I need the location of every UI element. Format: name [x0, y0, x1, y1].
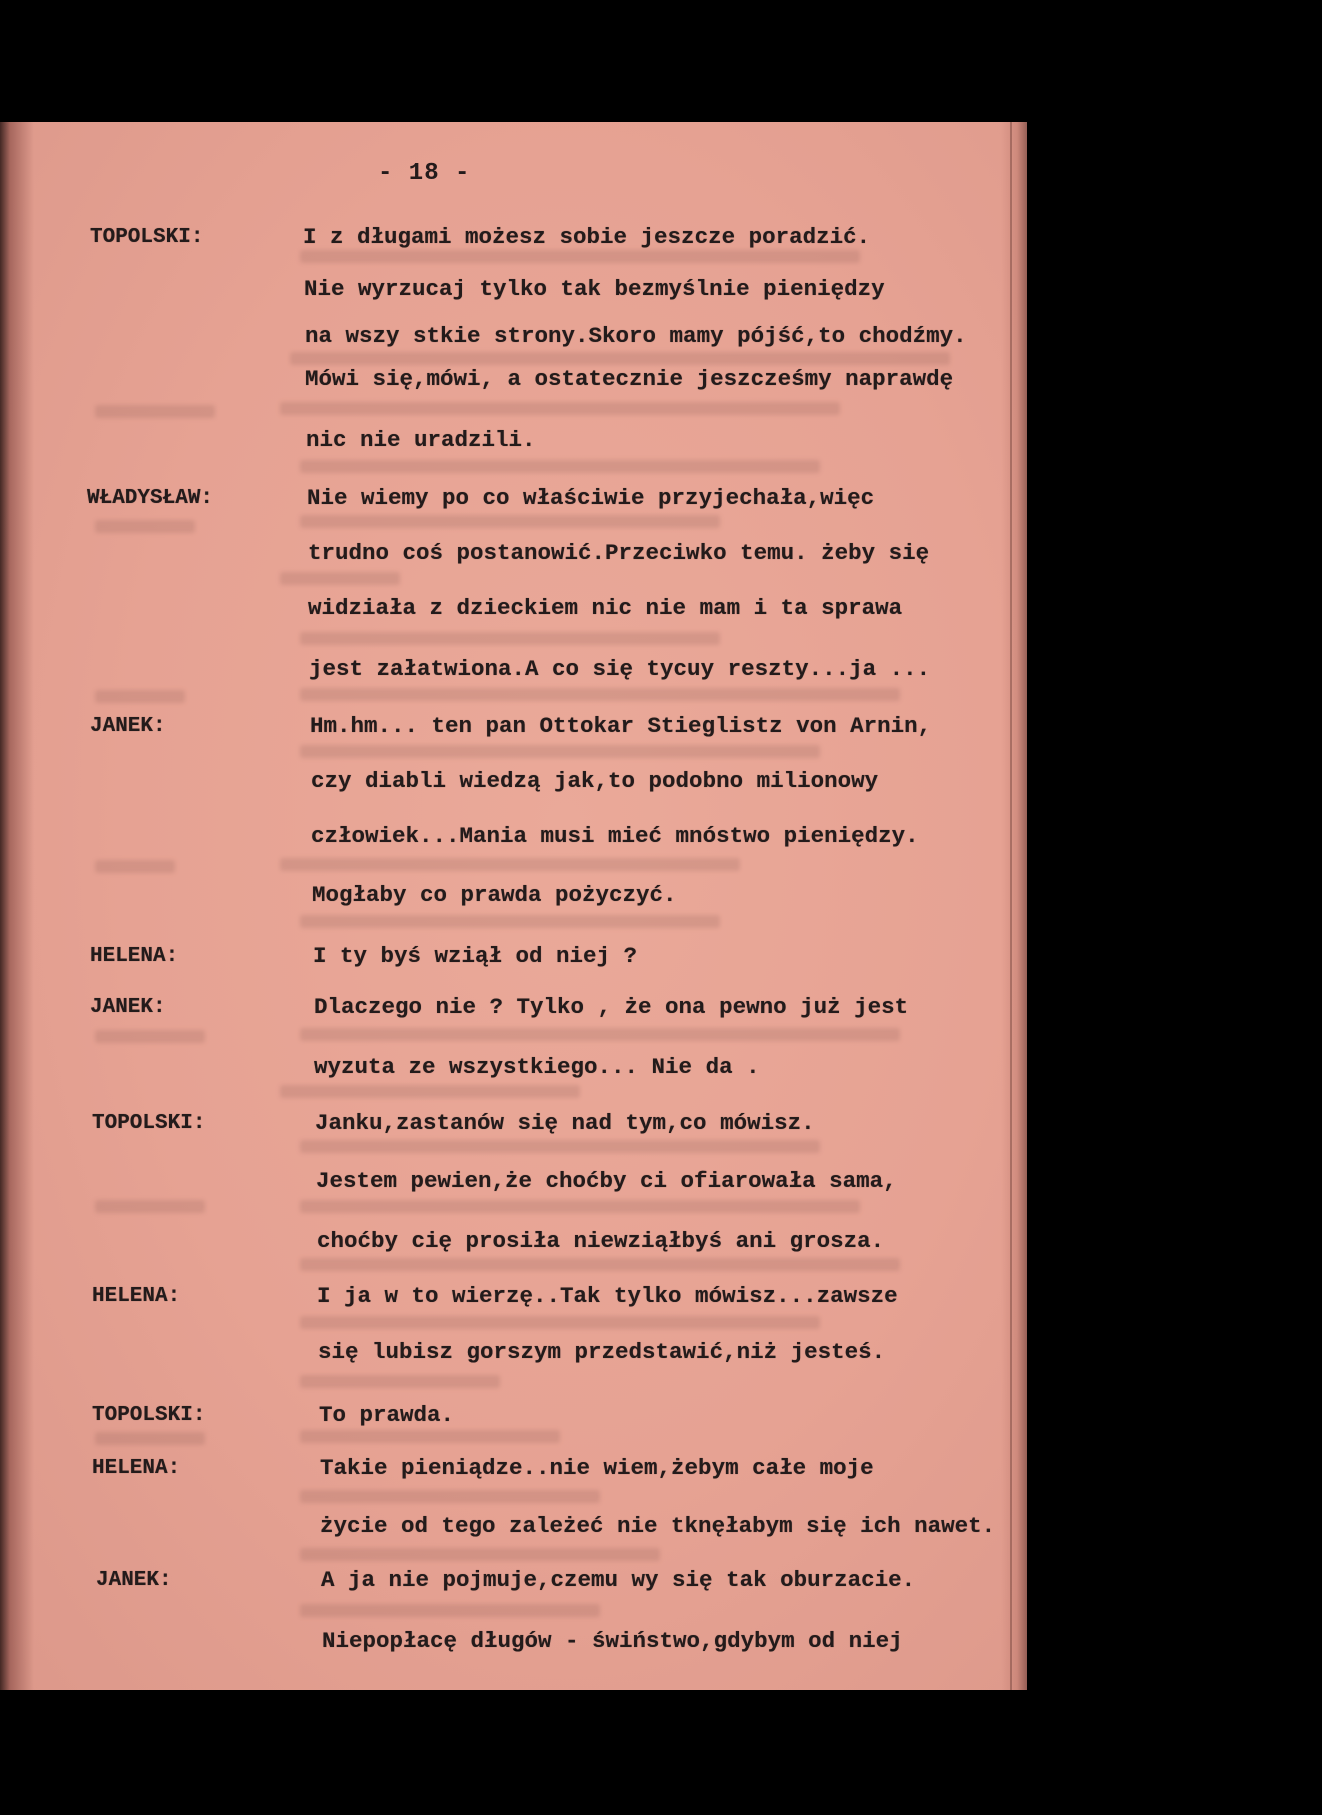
dialogue-line: życie od tego zależeć nie tknęłabym się ich nawet.	[320, 1513, 996, 1539]
dialogue-row	[0, 1282, 1027, 1310]
dialogue-line: Jestem pewien,że choćby ci ofiarowała sama,	[316, 1168, 897, 1194]
dialogue-line: I ja w to wierzę..Tak tylko mówisz...zawsze	[317, 1283, 898, 1309]
speaker-label: TOPOLSKI:	[92, 1112, 206, 1135]
dialogue-line: Mogłaby co prawda pożyczyć.	[312, 882, 677, 908]
bleed-through-mark	[300, 1258, 900, 1271]
dialogue-row	[0, 1401, 1027, 1429]
bleed-through-mark	[280, 858, 740, 871]
dialogue-line: widziała z dzieckiem nic nie mam i ta sprawa	[308, 595, 903, 621]
bleed-through-mark	[95, 1432, 205, 1445]
dialogue-row	[0, 322, 1027, 350]
dialogue-row	[0, 365, 1027, 393]
dialogue-row	[0, 1338, 1027, 1366]
speaker-label: WŁADYSŁAW:	[87, 487, 214, 510]
bleed-through-mark	[300, 1375, 500, 1388]
dialogue-line: Takie pieniądze..nie wiem,żebym całe moje	[320, 1455, 874, 1481]
bleed-through-mark	[300, 1140, 820, 1153]
dialogue-row	[0, 655, 1027, 683]
bleed-through-mark	[95, 405, 215, 418]
dialogue-line: jest załatwiona.A co się tycuy reszty...ja ...	[309, 656, 931, 682]
bleed-through-mark	[300, 915, 720, 928]
dialogue-row	[0, 993, 1027, 1021]
dialogue-row	[0, 1454, 1027, 1482]
dialogue-line: na wszy stkie strony.Skoro mamy pójść,to chodźmy.	[305, 323, 967, 349]
dialogue-line: A ja nie pojmuje,czemu wy się tak oburzacie.	[321, 1567, 916, 1593]
dialogue-row	[0, 1109, 1027, 1137]
dialogue-row	[0, 1627, 1027, 1655]
dialogue-line: Mówi się,mówi, a ostatecznie jeszcześmy naprawdę	[305, 366, 954, 392]
dialogue-line: I z długami możesz sobie jeszcze poradzić.	[303, 224, 871, 250]
dialogue-line: Dlaczego nie ? Tylko , że ona pewno już jest	[314, 994, 909, 1020]
dialogue-line: Nie wiemy po co właściwie przyjechała,więc	[307, 485, 875, 511]
bleed-through-mark	[300, 632, 720, 645]
bleed-through-mark	[300, 1548, 660, 1561]
dialogue-row	[0, 1053, 1027, 1081]
dialogue-line: czy diabli wiedzą jak,to podobno milionowy	[311, 768, 879, 794]
bleed-through-mark	[95, 1200, 205, 1213]
dialogue-line: I ty byś wziął od niej ?	[313, 943, 638, 969]
dialogue-row	[0, 275, 1027, 303]
bleed-through-mark	[280, 572, 400, 585]
bleed-through-mark	[300, 1200, 860, 1213]
dialogue-line: Nie wyrzucaj tylko tak bezmyślnie pieniędzy	[304, 276, 885, 302]
speaker-label: HELENA:	[90, 945, 179, 968]
bleed-through-mark	[300, 1604, 600, 1617]
speaker-label: TOPOLSKI:	[90, 226, 204, 249]
dialogue-row	[0, 1566, 1027, 1594]
speaker-label: HELENA:	[92, 1457, 181, 1480]
bleed-through-mark	[300, 515, 720, 528]
speaker-label: TOPOLSKI:	[92, 1404, 206, 1427]
dialogue-row	[0, 539, 1027, 567]
bleed-through-mark	[300, 250, 860, 263]
dialogue-row	[0, 484, 1027, 512]
dialogue-line: nic nie uradzili.	[306, 427, 536, 453]
dialogue-line: Niepopłacę długów - świństwo,gdybym od niej	[322, 1628, 903, 1654]
dialogue-line: wyzuta ze wszystkiego... Nie da .	[314, 1054, 760, 1080]
dialogue-row	[0, 822, 1027, 850]
dialogue-row	[0, 767, 1027, 795]
dialogue-line: człowiek...Mania musi mieć mnóstwo pieniędzy.	[311, 823, 919, 849]
dialogue-row	[0, 881, 1027, 909]
bleed-through-mark	[290, 352, 950, 365]
dialogue-line: To prawda.	[319, 1402, 455, 1428]
dialogue-row	[0, 942, 1027, 970]
bleed-through-mark	[300, 745, 820, 758]
dialogue-line: Hm.hm... ten pan Ottokar Stieglistz von Arnin,	[310, 713, 932, 739]
page-number: - 18 -	[378, 160, 471, 187]
dialogue-row	[0, 712, 1027, 740]
dialogue-row	[0, 1227, 1027, 1255]
speaker-label: JANEK:	[96, 1569, 172, 1592]
bleed-through-mark	[95, 1030, 205, 1043]
dialogue-line: trudno coś postanowić.Przeciwko temu. żeby się	[308, 540, 930, 566]
speaker-label: JANEK:	[90, 715, 166, 738]
bleed-through-mark	[300, 1316, 820, 1329]
bleed-through-mark	[300, 1430, 560, 1443]
speaker-label: HELENA:	[92, 1285, 181, 1308]
dialogue-line: się lubisz gorszym przedstawić,niż jesteś.	[318, 1339, 886, 1365]
bleed-through-mark	[280, 1085, 580, 1098]
dialogue-row	[0, 223, 1027, 251]
bleed-through-mark	[300, 1028, 900, 1041]
dialogue-line: choćby cię prosiła niewziąłbyś ani grosza.	[317, 1228, 885, 1254]
speaker-label: JANEK:	[90, 996, 166, 1019]
bleed-through-mark	[95, 520, 195, 533]
bleed-through-mark	[300, 460, 820, 473]
bleed-through-mark	[95, 860, 175, 873]
dialogue-line: Janku,zastanów się nad tym,co mówisz.	[315, 1110, 815, 1136]
bleed-through-mark	[300, 1490, 600, 1503]
bleed-through-mark	[300, 688, 900, 701]
dialogue-row	[0, 1512, 1027, 1540]
dialogue-row	[0, 426, 1027, 454]
bleed-through-mark	[280, 402, 840, 415]
dialogue-row	[0, 1167, 1027, 1195]
bleed-through-mark	[95, 690, 185, 703]
dialogue-row	[0, 594, 1027, 622]
